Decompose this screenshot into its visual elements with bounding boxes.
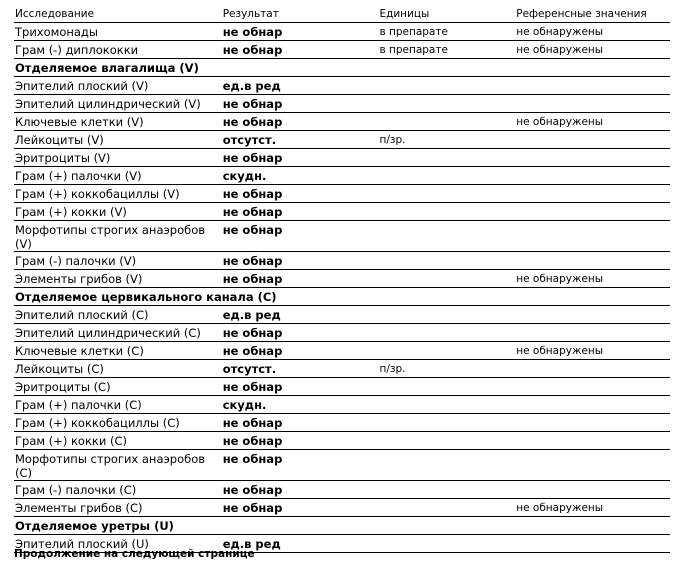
result-cell: не обнар [222,344,283,358]
table-row [14,414,670,432]
header-result: Результат [222,8,279,20]
table-row [14,360,670,378]
units-cell [379,95,516,97]
study-cell: Грам (+) коккобациллы (C) [15,416,180,430]
study-cell: Грам (-) диплококки [15,43,139,57]
reference-cell [516,221,670,223]
reference-cell [516,167,670,169]
units-cell: в препарате [379,44,448,56]
table-row [14,77,670,95]
reference-cell [516,396,670,398]
table-row [14,113,670,131]
study-cell: Эпителий цилиндрический (C) [15,326,201,340]
study-cell: Эпителий плоский (U) [15,537,149,551]
reference-cell [516,481,670,483]
table-row [14,306,670,324]
table-row [14,481,670,499]
reference-cell: не обнаружены [516,44,604,56]
table-row [14,432,670,450]
study-cell: Эпителий плоский (C) [15,308,149,322]
table-row [14,41,670,59]
study-cell: Трихомонады [15,25,98,39]
table-row [14,378,670,396]
result-cell: не обнар [222,205,283,219]
result-cell: не обнар [222,43,283,57]
study-cell: Эпителий цилиндрический (V) [15,97,201,111]
table-row [14,131,670,149]
header-reference: Референсные значения [516,8,647,20]
reference-cell [516,131,670,133]
table-row [14,149,670,167]
result-cell: ед.в ред [222,537,281,551]
units-cell: п/зр. [379,363,406,375]
table-row [14,221,670,252]
table-row [14,185,670,203]
result-cell: не обнар [222,326,283,340]
table-row [14,203,670,221]
reference-cell [516,324,670,326]
reference-cell: не обнаружены [516,273,604,285]
study-cell: Грам (+) коккобациллы (V) [15,187,180,201]
reference-cell [516,378,670,380]
units-cell: п/зр. [379,134,406,146]
study-cell: Грам (+) палочки (V) [15,169,142,183]
reference-cell: не обнаружены [516,116,604,128]
study-cell: Элементы грибов (V) [15,272,143,286]
reference-cell [516,306,670,308]
result-cell: не обнар [222,434,283,448]
continuation-note: Продолжение на следующей странице [14,548,255,560]
reference-cell [516,535,670,537]
reference-cell [516,432,670,434]
units-cell [379,378,516,380]
reference-cell [516,450,670,452]
table-row [14,167,670,185]
units-cell [379,342,516,344]
section-heading: Отделяемое цервикального канала (С) [14,288,670,306]
study-cell: Грам (+) палочки (C) [15,398,142,412]
table-row [14,252,670,270]
table-row [14,270,670,288]
result-cell: не обнар [222,97,283,111]
reference-cell [516,149,670,151]
result-cell: не обнар [222,452,283,466]
study-cell: Элементы грибов (C) [15,501,143,515]
reference-cell [516,414,670,416]
units-cell [379,396,516,398]
study-cell: Ключевые клетки (V) [15,115,144,129]
study-cell: Грам (-) палочки (C) [15,483,137,497]
result-cell: не обнар [222,380,283,394]
study-cell: Эпителий плоский (V) [15,79,149,93]
section-heading: Отделяемое уретры (U) [14,517,670,535]
reference-cell: не обнаружены [516,502,604,514]
units-cell [379,414,516,416]
table-row [14,342,670,360]
units-cell: в препарате [379,26,448,38]
units-cell [379,450,516,452]
table-row [14,324,670,342]
units-cell [379,432,516,434]
reference-cell [516,360,670,362]
header-study: Исследование [15,8,95,20]
table-header [14,6,670,23]
table-row [14,450,670,481]
units-cell [379,221,516,223]
reference-cell [516,185,670,187]
reference-cell [516,95,670,97]
units-cell [379,167,516,169]
study-cell: Эритроциты (V) [15,151,111,165]
study-cell: Грам (+) кокки (V) [15,205,127,219]
result-cell: не обнар [222,416,283,430]
units-cell [379,324,516,326]
result-cell: не обнар [222,223,283,237]
section-heading: Отделяемое влагалища (V) [14,59,670,77]
study-cell: Грам (-) палочки (V) [15,254,137,268]
units-cell [379,77,516,79]
result-cell: не обнар [222,272,283,286]
result-cell: отсутст. [222,362,277,376]
header-units: Единицы [379,8,430,20]
result-cell: не обнар [222,25,283,39]
units-cell [379,185,516,187]
lab-results-table [14,6,670,553]
study-cell: Ключевые клетки (C) [15,344,144,358]
result-cell: скудн. [222,398,267,412]
study-cell: Эритроциты (C) [15,380,111,394]
result-cell: не обнар [222,483,283,497]
units-cell [379,306,516,308]
result-cell: отсутст. [222,133,277,147]
units-cell [379,113,516,115]
result-cell: не обнар [222,115,283,129]
units-cell [379,252,516,254]
reference-cell [516,203,670,205]
units-cell [379,499,516,501]
study-cell: Лейкоциты (C) [15,362,104,376]
result-cell: не обнар [222,501,283,515]
result-cell: не обнар [222,187,283,201]
result-cell: не обнар [222,254,283,268]
units-cell [379,270,516,272]
units-cell [379,481,516,483]
study-cell: Морфотипы строгих анаэробов (C) [15,452,206,480]
units-cell [379,149,516,151]
table-body [14,23,670,553]
study-cell: Грам (+) кокки (C) [15,434,127,448]
study-cell: Лейкоциты (V) [15,133,104,147]
reference-cell: не обнаружены [516,26,604,38]
study-cell: Морфотипы строгих анаэробов (V) [15,223,206,251]
units-cell [379,203,516,205]
result-cell: скудн. [222,169,267,183]
reference-cell [516,252,670,254]
reference-cell [516,77,670,79]
units-cell [379,535,516,537]
result-cell: ед.в ред [222,308,281,322]
table-row [14,23,670,41]
table-row [14,95,670,113]
result-cell: не обнар [222,151,283,165]
table-row [14,396,670,414]
result-cell: ед.в ред [222,79,281,93]
reference-cell: не обнаружены [516,345,604,357]
table-row [14,499,670,517]
